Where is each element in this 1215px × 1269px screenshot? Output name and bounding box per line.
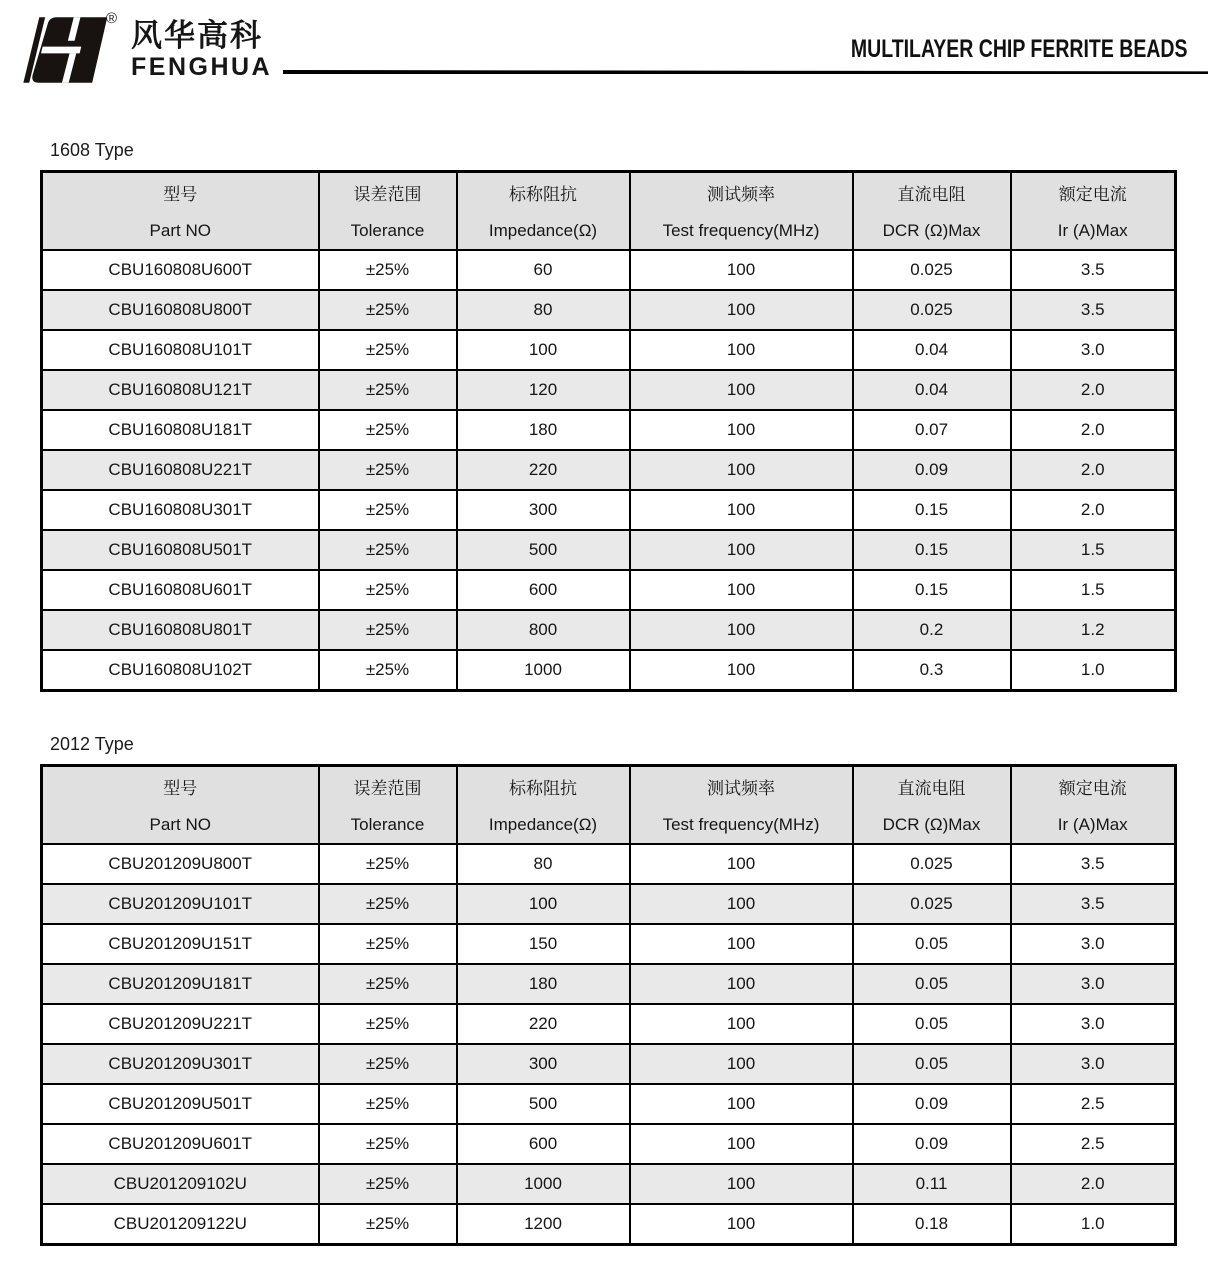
value-cell: ±25% [319, 330, 457, 370]
value-cell: 100 [630, 1204, 853, 1245]
column-label-en: Impedance(Ω) [488, 814, 598, 834]
part-no-cell: CBU160808U102T [42, 650, 319, 691]
section-title-2012: 2012 Type [50, 734, 134, 754]
value-cell: 3.0 [1011, 964, 1176, 1004]
value-cell: 2.0 [1011, 450, 1176, 490]
document-title: MULTILAYER CHIP FERRITE BEADS [851, 35, 1188, 63]
value-cell: 100 [630, 490, 853, 530]
page-header [0, 0, 1215, 110]
value-cell: 0.025 [853, 884, 1011, 924]
column-label-en: Part NO [149, 220, 211, 240]
table-row [42, 1004, 1176, 1044]
value-cell: 100 [630, 1164, 853, 1204]
value-cell: 100 [630, 250, 853, 290]
column-label-en: Test frequency(MHz) [662, 220, 820, 240]
column-header-2 [457, 766, 630, 845]
value-cell: 2.0 [1011, 410, 1176, 450]
value-cell: 300 [457, 490, 630, 530]
fenghua-logo-mark-icon [20, 14, 114, 86]
column-header-5 [1011, 766, 1176, 845]
value-cell: 500 [457, 1084, 630, 1124]
value-cell: 100 [457, 330, 630, 370]
table-row [42, 290, 1176, 330]
column-header-2 [457, 172, 630, 251]
column-label-zh: 型号 [163, 778, 198, 798]
value-cell: 3.5 [1011, 250, 1176, 290]
column-label-zh: 额定电流 [1058, 184, 1127, 204]
table-row [42, 490, 1176, 530]
value-cell: 2.0 [1011, 1164, 1176, 1204]
value-cell: 0.05 [853, 1004, 1011, 1044]
value-cell: 0.05 [853, 1044, 1011, 1084]
value-cell: ±25% [319, 884, 457, 924]
part-no-cell: CBU201209102U [42, 1164, 319, 1204]
value-cell: 0.04 [853, 330, 1011, 370]
value-cell: 0.025 [853, 290, 1011, 330]
column-header-4 [853, 766, 1011, 845]
table-row [42, 844, 1176, 884]
value-cell: 0.07 [853, 410, 1011, 450]
value-cell: 100 [630, 1044, 853, 1084]
table-row [42, 330, 1176, 370]
table-row [42, 1164, 1176, 1204]
column-label-zh: 直流电阻 [897, 184, 966, 204]
value-cell: 0.11 [853, 1164, 1011, 1204]
value-cell: 800 [457, 610, 630, 650]
value-cell: ±25% [319, 290, 457, 330]
value-cell: 1.5 [1011, 570, 1176, 610]
column-label-en: Test frequency(MHz) [662, 814, 820, 834]
column-label-zh: 标称阻抗 [509, 778, 577, 798]
column-label-zh: 型号 [163, 184, 198, 204]
value-cell: ±25% [319, 450, 457, 490]
column-label-zh: 额定电流 [1058, 778, 1127, 798]
value-cell: ±25% [319, 530, 457, 570]
value-cell: 100 [630, 1004, 853, 1044]
value-cell: ±25% [319, 924, 457, 964]
brand-english-name: FENGHUA [131, 53, 273, 81]
value-cell: ±25% [319, 844, 457, 884]
column-header-1 [319, 172, 457, 251]
column-label-zh: 误差范围 [353, 184, 422, 204]
value-cell: 100 [630, 530, 853, 570]
part-no-cell: CBU201209U221T [42, 1004, 319, 1044]
value-cell: 100 [630, 370, 853, 410]
value-cell: ±25% [319, 650, 457, 691]
value-cell: 3.0 [1011, 330, 1176, 370]
value-cell: 2.0 [1011, 370, 1176, 410]
table-row [42, 410, 1176, 450]
value-cell: ±25% [319, 1004, 457, 1044]
value-cell: ±25% [319, 490, 457, 530]
value-cell: ±25% [319, 1084, 457, 1124]
value-cell: 100 [630, 1084, 853, 1124]
value-cell: 1000 [457, 1164, 630, 1204]
part-no-cell: CBU201209U800T [42, 844, 319, 884]
table-row [42, 370, 1176, 410]
value-cell: 600 [457, 1124, 630, 1164]
column-header-row [42, 172, 1176, 251]
value-cell: 1.0 [1011, 1204, 1176, 1245]
value-cell: 300 [457, 1044, 630, 1084]
part-no-cell: CBU201209U501T [42, 1084, 319, 1124]
value-cell: 1.2 [1011, 610, 1176, 650]
value-cell: 100 [630, 964, 853, 1004]
value-cell: 0.09 [853, 1124, 1011, 1164]
value-cell: ±25% [319, 250, 457, 290]
part-no-cell: CBU160808U121T [42, 370, 319, 410]
value-cell: 0.09 [853, 1084, 1011, 1124]
value-cell: ±25% [319, 1164, 457, 1204]
value-cell: 3.5 [1011, 844, 1176, 884]
column-label-zh: 误差范围 [353, 778, 422, 798]
column-label-zh: 标称阻抗 [509, 184, 577, 204]
column-label-en: DCR (Ω)Max [882, 814, 981, 834]
value-cell: 0.15 [853, 490, 1011, 530]
value-cell: 0.05 [853, 964, 1011, 1004]
column-header-1 [319, 766, 457, 845]
value-cell: 100 [630, 290, 853, 330]
value-cell: 0.025 [853, 250, 1011, 290]
value-cell: 220 [457, 450, 630, 490]
spec-table-2012 [40, 764, 1177, 1246]
value-cell: 2.5 [1011, 1124, 1176, 1164]
column-header-0 [42, 766, 319, 845]
value-cell: ±25% [319, 1044, 457, 1084]
value-cell: 1.5 [1011, 530, 1176, 570]
value-cell: 100 [630, 924, 853, 964]
column-label-zh: 直流电阻 [897, 778, 966, 798]
value-cell: ±25% [319, 964, 457, 1004]
brand-chinese-name: 风华高科 [131, 18, 263, 53]
value-cell: 600 [457, 570, 630, 610]
value-cell: 100 [630, 844, 853, 884]
brand-text [131, 20, 272, 80]
value-cell: 150 [457, 924, 630, 964]
value-cell: 100 [630, 884, 853, 924]
column-label-en: Ir (A)Max [1057, 814, 1128, 834]
value-cell: 100 [630, 610, 853, 650]
value-cell: 3.0 [1011, 1004, 1176, 1044]
column-label-en: Tolerance [350, 814, 425, 834]
column-header-3 [630, 766, 853, 845]
value-cell: 220 [457, 1004, 630, 1044]
value-cell: 100 [630, 330, 853, 370]
value-cell: 0.2 [853, 610, 1011, 650]
part-no-cell: CBU201209U301T [42, 1044, 319, 1084]
column-label-en: Tolerance [350, 220, 425, 240]
part-no-cell: CBU201209U181T [42, 964, 319, 1004]
value-cell: 3.5 [1011, 884, 1176, 924]
value-cell: ±25% [319, 610, 457, 650]
table-row [42, 1124, 1176, 1164]
part-no-cell: CBU160808U181T [42, 410, 319, 450]
value-cell: 0.15 [853, 570, 1011, 610]
part-no-cell: CBU160808U601T [42, 570, 319, 610]
column-header-5 [1011, 172, 1176, 251]
column-label-zh: 测试频率 [707, 778, 775, 798]
table-row [42, 650, 1176, 691]
value-cell: ±25% [319, 1124, 457, 1164]
value-cell: 500 [457, 530, 630, 570]
part-no-cell: CBU201209U151T [42, 924, 319, 964]
value-cell: 0.18 [853, 1204, 1011, 1245]
column-label-en: Impedance(Ω) [488, 220, 598, 240]
column-label-zh: 测试频率 [707, 184, 775, 204]
header-rule [283, 70, 1208, 74]
value-cell: 2.5 [1011, 1084, 1176, 1124]
part-no-cell: CBU160808U501T [42, 530, 319, 570]
registered-trademark-icon: ® [106, 10, 118, 27]
table-row [42, 570, 1176, 610]
column-label-en: Part NO [149, 814, 211, 834]
column-header-3 [630, 172, 853, 251]
value-cell: 80 [457, 290, 630, 330]
table-row [42, 1084, 1176, 1124]
table-row [42, 924, 1176, 964]
value-cell: 0.09 [853, 450, 1011, 490]
value-cell: 100 [457, 884, 630, 924]
value-cell: 1.0 [1011, 650, 1176, 691]
column-label-en: DCR (Ω)Max [882, 220, 981, 240]
part-no-cell: CBU160808U600T [42, 250, 319, 290]
table-row [42, 450, 1176, 490]
value-cell: 0.025 [853, 844, 1011, 884]
value-cell: 100 [630, 650, 853, 691]
value-cell: ±25% [319, 410, 457, 450]
value-cell: ±25% [319, 370, 457, 410]
value-cell: 3.5 [1011, 290, 1176, 330]
value-cell: 3.0 [1011, 924, 1176, 964]
table-row [42, 610, 1176, 650]
table-row [42, 250, 1176, 290]
part-no-cell: CBU160808U221T [42, 450, 319, 490]
value-cell: 100 [630, 1124, 853, 1164]
value-cell: 3.0 [1011, 1044, 1176, 1084]
table-row [42, 530, 1176, 570]
value-cell: ±25% [319, 1204, 457, 1245]
value-cell: 0.15 [853, 530, 1011, 570]
value-cell: 0.04 [853, 370, 1011, 410]
value-cell: 1200 [457, 1204, 630, 1245]
table-row [42, 1044, 1176, 1084]
table-row [42, 884, 1176, 924]
value-cell: 100 [630, 410, 853, 450]
part-no-cell: CBU201209U601T [42, 1124, 319, 1164]
column-header-4 [853, 172, 1011, 251]
value-cell: 0.3 [853, 650, 1011, 691]
value-cell: 120 [457, 370, 630, 410]
part-no-cell: CBU201209122U [42, 1204, 319, 1245]
value-cell: 2.0 [1011, 490, 1176, 530]
value-cell: 100 [630, 570, 853, 610]
value-cell: ±25% [319, 570, 457, 610]
section-title-1608: 1608 Type [50, 140, 134, 160]
value-cell: 80 [457, 844, 630, 884]
value-cell: 1000 [457, 650, 630, 691]
part-no-cell: CBU160808U800T [42, 290, 319, 330]
part-no-cell: CBU201209U101T [42, 884, 319, 924]
column-header-0 [42, 172, 319, 251]
part-no-cell: CBU160808U801T [42, 610, 319, 650]
value-cell: 100 [630, 450, 853, 490]
spec-table-1608 [40, 170, 1177, 692]
value-cell: 60 [457, 250, 630, 290]
part-no-cell: CBU160808U101T [42, 330, 319, 370]
table-row [42, 1204, 1176, 1245]
value-cell: 180 [457, 964, 630, 1004]
value-cell: 180 [457, 410, 630, 450]
part-no-cell: CBU160808U301T [42, 490, 319, 530]
table-row [42, 964, 1176, 1004]
value-cell: 0.05 [853, 924, 1011, 964]
column-header-row [42, 766, 1176, 845]
column-label-en: Ir (A)Max [1057, 220, 1128, 240]
